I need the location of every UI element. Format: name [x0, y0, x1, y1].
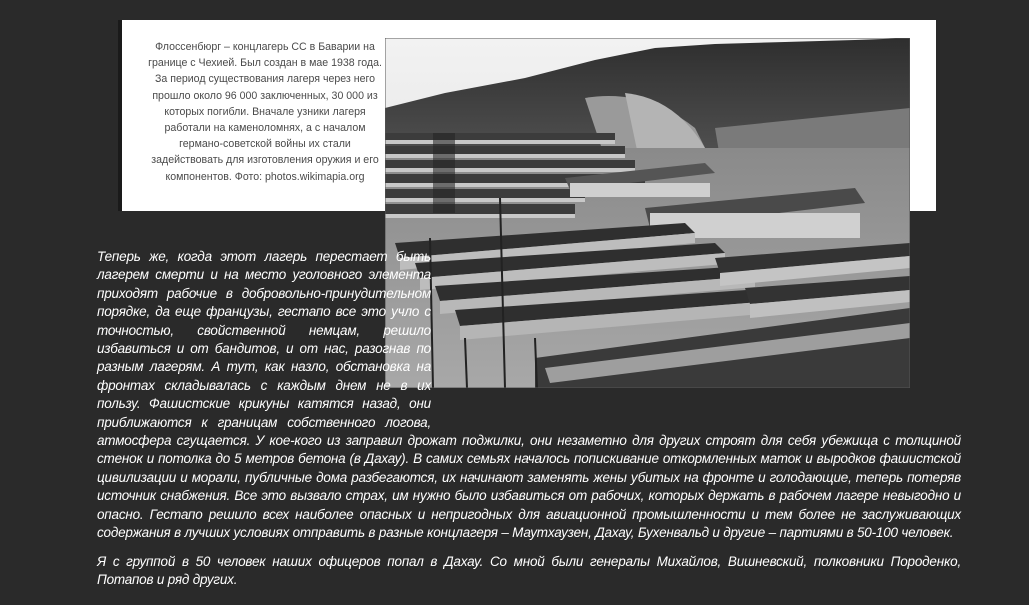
photo-caption: Флоссенбюрг – концлагерь СС в Баварии на границе с Чехией. Был создан в мае 1938 года. За период существования лагеря через него прошло около 96 000 заключенных, 30 000 из которых погибли. Вначале узники лагеря работали на каменоломнях, а с началом германо-советской войны их стали задействовать для изготовления оружия и его компонентов. Фото: photos.wikimapia.org: [148, 41, 382, 183]
article-paragraph-1: [97, 248, 961, 543]
article-body: [97, 248, 961, 589]
photo-wrap-spacer: [431, 248, 961, 414]
article-paragraph-1-text: Теперь же, когда этот лагерь перестает быть лагерем смерти и на место уголовного элемента приходят рабочие в добровольно-принудительном порядке, да еще французы, гестапо все это учло с точностью, свойственной немцам, решило избавиться и от бандитов, и от нас, разогнав по разным лагерям. А тут, как назло, обстановка на фронтах складывалась с каждым днем не в их пользу. Фашистские крикуны катятся назад, они приближаются к границам собственного логова, атмосфера сгущается. У кое-кого из заправил дрожат поджилки, они незаметно для других строят для себя убежища с толщиной стенок и потолка до 5 метров бетона (в Дахау). В самих семьях началось попискивание откормленных маток и выродков фашистской цивилизации и морали, публичные дома разбегаются, их начинают заменять жены убитых на фронте и голодающие, теперь потеряв источник снабжения. Все это вызвало страх, им нужно было избавиться от рабочих, которых держать в рабочем лагере невыгодно и опасно. Гестапо решило всех наиболее опасных и непригодных для авиационной промышленности и тем более не заслуживающих содержания в лучших условиях отправить в разные концлагеря – Маутхаузен, Дахау, Бухенвальд и другие – партиями в 50-100 человек.: [97, 249, 961, 541]
caption-accent-bar: [118, 20, 122, 211]
article-paragraph-2: Я с группой в 50 человек наших офицеров попал в Дахау. Со мной были генералы Михайлов, Вишневский, полковники Породенко, Потапов и ряд других.: [97, 553, 961, 587]
